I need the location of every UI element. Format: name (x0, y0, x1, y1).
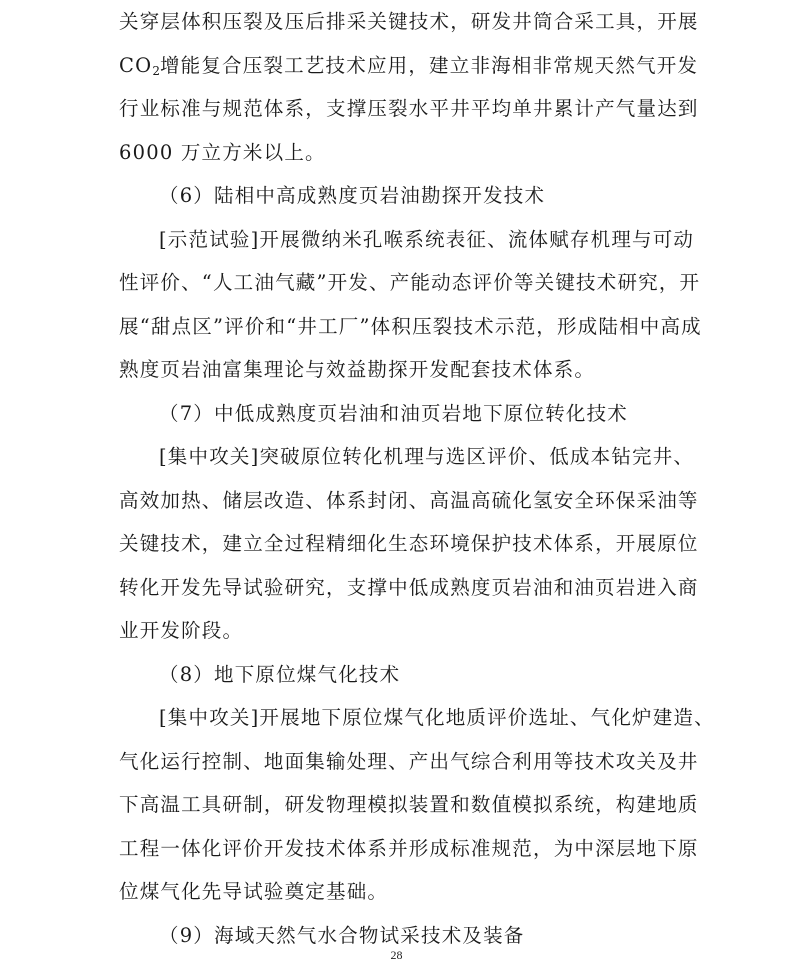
paragraph-line: 转化开发先导试验研究，支撑中低成熟度页岩油和油页岩进入商 (119, 575, 699, 599)
paragraph-line: [示范试验]开展微纳米孔喉系统表征、流体赋存机理与可动 (159, 227, 695, 251)
paragraph-line: 高效加热、储层改造、体系封闭、高温高硫化氢安全环保采油等 (119, 488, 699, 512)
paragraph-text: 增能复合压裂工艺技术应用，建立非海相非常规天然气开发 (159, 53, 699, 77)
paragraph-line: 行业标准与规范体系，支撑压裂水平井平均单井累计产气量达到 (119, 97, 699, 120)
paragraph-line: 位煤气化先导试验奠定基础。 (119, 880, 389, 903)
body-text (119, 0, 715, 957)
page-number: 28 (390, 948, 403, 962)
paragraph-line: 关键技术，建立全过程精细化生态环境保护技术体系，开展原位 (119, 532, 699, 555)
section-heading: （9）海域天然气水合物试采技术及装备 (159, 923, 525, 947)
section-heading: （6）陆相中高成熟度页岩油勘探开发技术 (159, 184, 546, 207)
subscript: 2 (152, 63, 160, 78)
paragraph-line: 展“甜点区”评价和“井工厂”体积压裂技术示范，形成陆相中高成 (119, 314, 702, 338)
paragraph-line: 6000 万立方米以上。 (119, 140, 326, 164)
paragraph-line: 业开发阶段。 (119, 619, 244, 642)
section-heading: （7）中低成熟度页岩油和油页岩地下原位转化技术 (159, 401, 629, 425)
paragraph-line: 工程一体化评价开发技术体系并形成标准规范，为中深层地下原 (119, 836, 699, 860)
paragraph-line: 关穿层体积压裂及压后排采关键技术，研发井筒合采工具，开展 (119, 10, 699, 33)
paragraph-line: 性评价、“人工油气藏”开发、产能动态评价等关键技术研究，开 (119, 271, 701, 294)
section-heading: （8）地下原位煤气化技术 (159, 662, 401, 686)
paragraph-line: [集中攻关]突破原位转化机理与选区评价、低成本钻完井、 (159, 445, 695, 468)
paragraph-line: 熟度页岩油富集理论与效益勘探开发配套技术体系。 (119, 358, 596, 381)
paragraph-line: [集中攻关]开展地下原位煤气化地质评价选址、气化炉建造、 (159, 706, 715, 729)
paragraph-line: 气化运行控制、地面集输处理、产出气综合利用等技术攻关及井 (119, 749, 699, 773)
paragraph-line: 下高温工具研制，研发物理模拟装置和数值模拟系统，构建地质 (119, 793, 699, 816)
paragraph-line (119, 44, 699, 88)
co2-text: CO (119, 53, 153, 77)
